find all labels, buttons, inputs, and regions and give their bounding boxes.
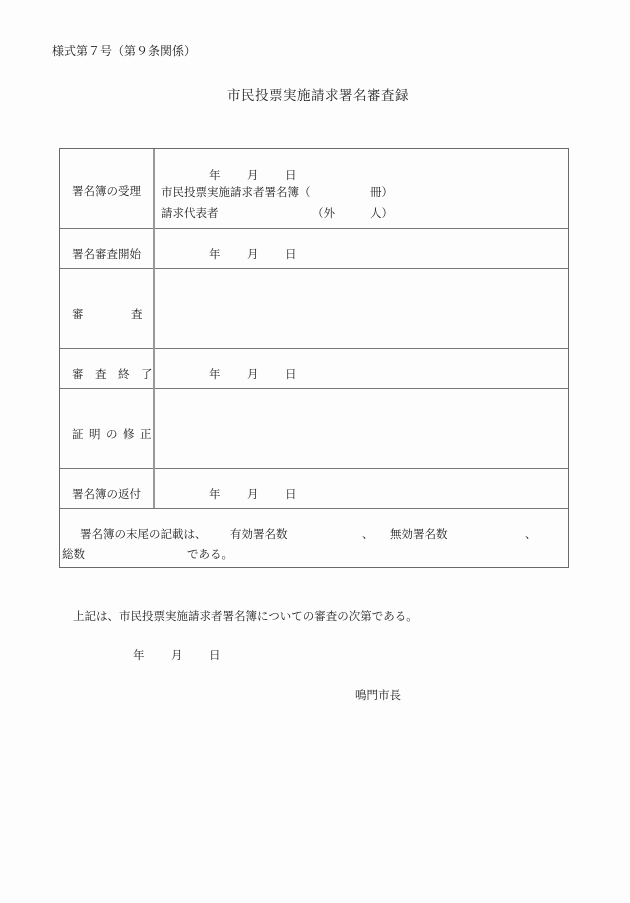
row-divider xyxy=(60,508,568,509)
review-end-day[interactable]: 日 xyxy=(285,367,297,381)
summary-prefix: 署名簿の末尾の記載は、 xyxy=(80,527,207,541)
review-end-month[interactable]: 月 xyxy=(247,367,259,381)
row-divider xyxy=(60,468,568,469)
certification-correction-area[interactable] xyxy=(156,390,566,466)
closing-statement: 上記は、市民投票実施請求者署名簿についての審査の次第である。 xyxy=(73,609,418,623)
invalid-signatures-label: 無効署名数 xyxy=(390,527,448,541)
certification-correction-label: 証 明 の 修 正 xyxy=(72,427,149,441)
row-divider xyxy=(60,268,568,269)
total-label: 総数 xyxy=(62,547,85,561)
row-divider xyxy=(60,228,568,229)
representative-others-prefix: （外 xyxy=(312,206,335,220)
review-start-day[interactable]: 日 xyxy=(285,247,297,261)
return-day[interactable]: 日 xyxy=(285,487,297,501)
review-record-table xyxy=(59,148,569,568)
row-divider xyxy=(60,348,568,349)
review-end-label: 審 査 終 了 xyxy=(72,367,153,381)
column-divider xyxy=(153,149,155,508)
petition-book-label: 市民投票実施請求者署名簿（ xyxy=(161,185,311,199)
review-start-label: 署名審査開始 xyxy=(72,247,141,261)
valid-signatures-label: 有効署名数 xyxy=(230,527,288,541)
form-number: 様式第７号（第９条関係） xyxy=(52,44,197,58)
receipt-date-month[interactable]: 月 xyxy=(247,168,259,182)
return-month[interactable]: 月 xyxy=(247,487,259,501)
signatory: 鳴門市長 xyxy=(355,688,401,702)
summary-separator-2: 、 xyxy=(525,527,537,541)
review-end-year[interactable]: 年 xyxy=(209,367,221,381)
signature-date-year[interactable]: 年 xyxy=(133,648,145,662)
receipt-date-year[interactable]: 年 xyxy=(209,168,221,182)
book-count-unit[interactable]: 冊） xyxy=(370,185,393,199)
return-year[interactable]: 年 xyxy=(209,487,221,501)
summary-separator-1: 、 xyxy=(362,527,374,541)
review-label-left: 審 xyxy=(72,307,84,321)
review-label-right: 査 xyxy=(131,307,143,321)
return-label: 署名簿の返付 xyxy=(72,487,141,501)
receipt-label: 署名簿の受理 xyxy=(72,184,141,198)
summary-suffix: である。 xyxy=(187,547,233,561)
signature-date-day[interactable]: 日 xyxy=(209,648,221,662)
document-title: 市民投票実施請求署名審査録 xyxy=(227,88,409,104)
review-start-month[interactable]: 月 xyxy=(247,247,259,261)
row-divider xyxy=(60,388,568,389)
signature-date-month[interactable]: 月 xyxy=(171,648,183,662)
review-start-year[interactable]: 年 xyxy=(209,247,221,261)
representative-count-unit[interactable]: 人） xyxy=(370,206,393,220)
receipt-date-day[interactable]: 日 xyxy=(285,168,297,182)
representative-label: 請求代表者 xyxy=(161,206,219,220)
review-content-area[interactable] xyxy=(156,270,566,346)
